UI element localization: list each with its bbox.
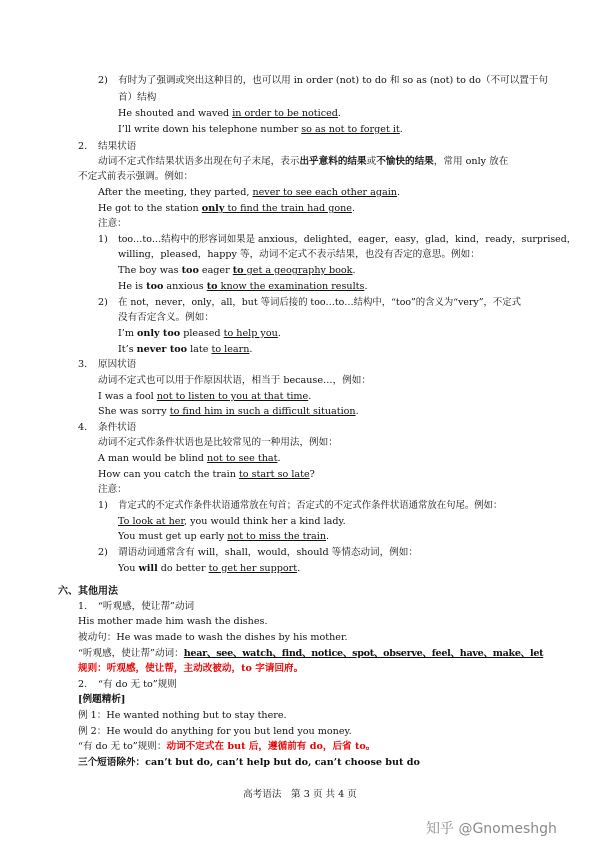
paragraph-text: 谓语动词通常含有 will，shall，would，should 等情态动词，例如： [118,547,418,558]
example-sentence: After the meeting, they parted, never to see each other again. [98,187,401,198]
list-marker: 1) [98,500,108,511]
section-number: 2. [78,679,88,690]
section-title: “有 do 无 to”规则 [98,679,177,690]
list-marker: 1) [98,234,108,245]
paragraph-text: 动词不定式作结果状语多出现在句子末尾，表示出乎意料的结果或不愉快的结果，常用 only 放在 [98,156,509,167]
example-sentence: His mother made him wash the dishes. [78,616,268,627]
example-sentence: 例 2：He would do anything for you but lend you money. [78,726,352,737]
example-sentence: It’s never too late to learn. [118,344,253,355]
note-label: 注意： [98,484,127,495]
example-sentence: He shouted and waved in order to be noticed. [118,108,341,119]
paragraph-text: 动词不定式也可以用于作原因状语，相当于 because…，例如： [98,375,371,386]
section-title: 条件状语 [98,422,137,433]
rule-text: “有 do 无 to”规则：动词不定式在 but 后，遵循前有 do，后省 to。 [78,741,376,752]
example-sentence: He got to the station only to find the train had gone. [98,203,356,214]
section-title: 结果状语 [98,141,137,152]
list-marker: 2) [98,547,108,558]
example-sentence: To look at her, you would think her a kind lady. [118,516,346,527]
list-marker: 2) [98,297,108,308]
exception-text: 三个短语除外：can’t but do, can’t help but do, can’t choose but do [78,757,420,768]
list-marker: 2) [98,75,108,86]
example-sentence: How can you catch the train to start so late? [98,469,315,480]
paragraph-text: willing，pleased，happy 等，动词不定式不表示结果，也没有否定的意思。例如： [118,249,480,260]
example-sentence: You will do better to get her support. [118,563,301,574]
example-sentence: I’m only too pleased to help you. [118,328,281,339]
example-sentence: You must get up early not to miss the train. [118,531,330,542]
paragraph-text: 没有否定含义。例如： [118,312,214,323]
section-number: 4. [78,422,88,433]
example-sentence: He is too anxious to know the examination results. [118,281,368,292]
verb-list: “听观感，使让帮”动词：hear、see、watch、find、notice、spot、observe、feel、have、make、let [78,648,544,659]
example-sentence: A man would be blind not to see that. [98,453,281,464]
paragraph-text: 动词不定式作条件状语也是比较常见的一种用法，例如： [98,437,338,448]
paragraph-text: 有时为了强调或突出这种目的，也可以用 in order (not) to do 和 so as (not) to do（不可以置于句 [118,75,549,86]
note-label: 注意： [98,218,127,229]
example-sentence: She was sorry to find him in such a difficult situation. [98,406,359,417]
chapter-heading: 六、其他用法 [58,586,118,597]
example-sentence: I was a fool not to listen to you at that time. [98,391,312,402]
section-number: 3. [78,359,88,370]
paragraph-text: too…to…结构中的形容词如果是 anxious，delighted，eager，easy，glad，kind，ready，surprised， [118,234,577,245]
paragraph-text: 首）结构 [118,92,157,103]
section-number: 1. [78,601,88,612]
section-number: 2. [78,141,88,152]
example-sentence: I’ll write down his telephone number so as not to forget it. [118,124,403,135]
paragraph-text: 不定式前表示强调。例如： [78,171,194,182]
paragraph-text: 在 not，never，only，all，but 等词后接的 too…to…结构中，“too”的含义为“very”，不定式 [118,297,521,308]
example-sentence: The boy was too eager to get a geography book. [118,265,356,276]
rule-text: 规则：听观感，使让帮，主动改被动，to 字请回府。 [78,663,304,674]
page-footer: 高考语法 第 3 页 共 4 页 [243,789,357,800]
paragraph-text: 肯定式的不定式作条件状语通常放在句首；否定式的不定式作条件状语通常放在句尾。例如： [118,500,503,511]
example-sentence: 例 1：He wanted nothing but to stay there. [78,710,287,721]
watermark: 知乎 @Gnomeshgh [426,821,557,837]
section-title: 原因状语 [98,359,137,370]
subsection-label: [例题精析] [78,694,126,705]
example-sentence: 被动句：He was made to wash the dishes by his mother. [78,632,348,643]
section-title: “听观感，使让帮”动词 [98,601,195,612]
